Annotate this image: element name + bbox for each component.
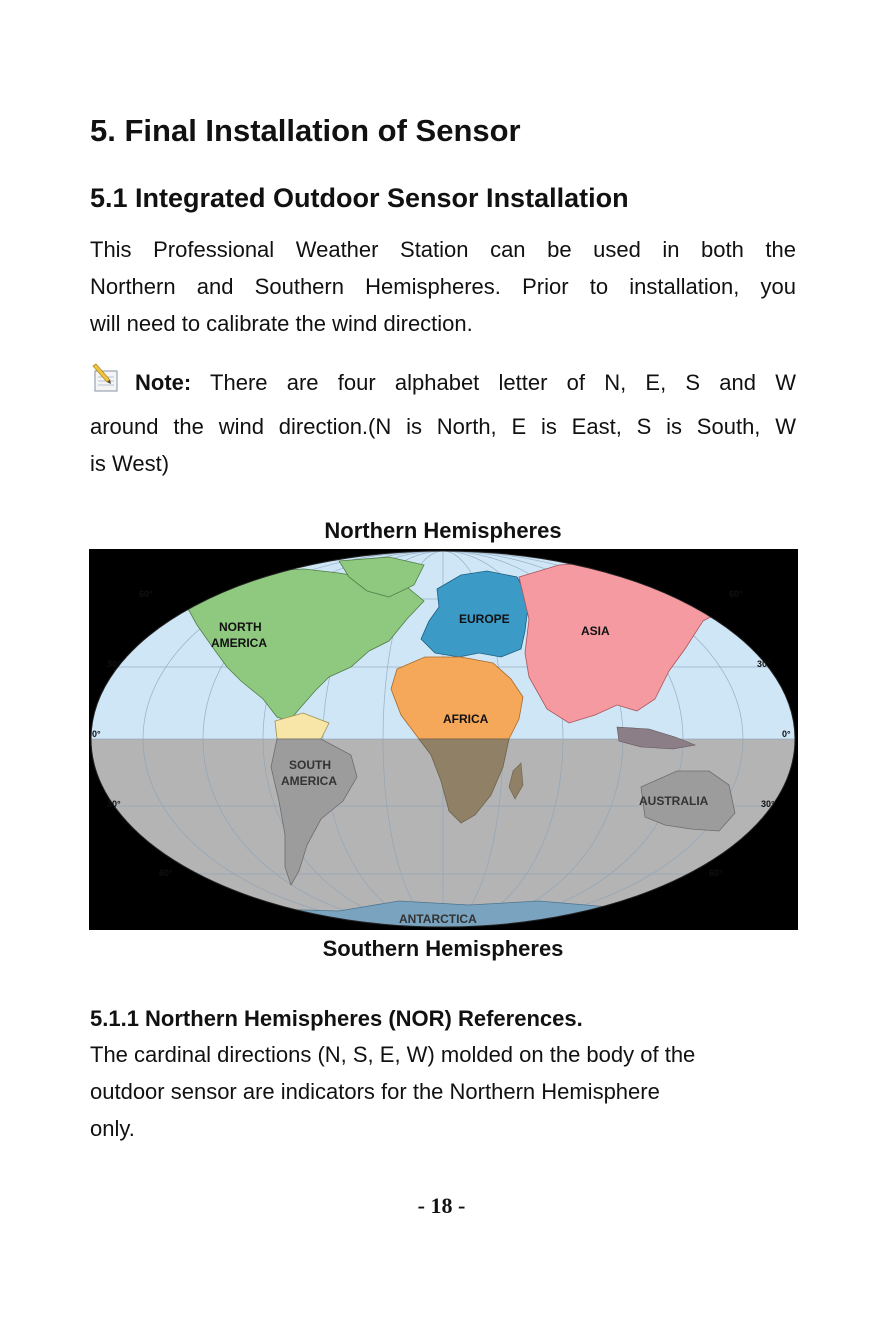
lat-n60-right: 60° [729, 589, 743, 599]
label-south-america-1: SOUTH [289, 758, 331, 772]
lat-n30-right: 30° [757, 659, 771, 669]
lat-n60-left: 60° [139, 589, 153, 599]
intro-line-3: will need to calibrate the wind direction. [90, 311, 473, 336]
label-australia: AUSTRALIA [639, 794, 709, 808]
note-line-1-text: There are four alphabet letter of N, E, S and W [210, 370, 796, 395]
section-paragraph [90, 1036, 796, 1147]
label-antarctica: ANTARCTICA [399, 912, 477, 926]
section-line-3: only. [90, 1116, 135, 1141]
label-europe: EUROPE [459, 612, 510, 626]
label-south-america-2: AMERICA [281, 774, 337, 788]
lat-s60-left: 60° [159, 868, 173, 878]
note-label: Note: [135, 370, 192, 395]
note-row [90, 362, 796, 402]
world-map [89, 549, 798, 930]
lat-eq-right: 0° [782, 729, 791, 739]
caption-southern: Southern Hemispheres [322, 936, 564, 961]
page-number: - 18 - [417, 1193, 466, 1218]
note-line-3: is West) [90, 451, 170, 476]
note-line-1 [135, 364, 796, 401]
intro-line-1: This Professional Weather Station can be used in both the [90, 237, 796, 262]
intro-paragraph [90, 231, 796, 342]
label-north-america-1: NORTH [219, 620, 262, 634]
section-line-1: The cardinal directions (N, S, E, W) molded on the body of the [90, 1042, 696, 1067]
section-subheading: 5.1 Integrated Outdoor Sensor Installation [90, 183, 629, 213]
label-asia: ASIA [581, 624, 610, 638]
label-north-america-2: AMERICA [211, 636, 267, 650]
note-line-2: around the wind direction.(N is North, E is East, S is South, W [90, 414, 796, 439]
intro-line-2: Northern and Southern Hemispheres. Prior to installation, you [90, 274, 796, 299]
page-heading: 5. Final Installation of Sensor [90, 113, 521, 148]
lat-s30-right: 30° [761, 799, 775, 809]
lat-eq-left: 0° [92, 729, 101, 739]
note-paragraph [90, 408, 796, 482]
notepad-icon [90, 362, 122, 394]
label-africa: AFRICA [443, 712, 489, 726]
lat-s30-left: 30° [107, 799, 121, 809]
section-line-2: outdoor sensor are indicators for the Northern Hemisphere [90, 1079, 660, 1104]
lat-s60-right: 60° [709, 868, 723, 878]
section-title: 5.1.1 Northern Hemispheres (NOR) References. [90, 1006, 583, 1031]
lat-n30-left: 30° [107, 659, 121, 669]
caption-northern: Northern Hemispheres [324, 518, 562, 543]
